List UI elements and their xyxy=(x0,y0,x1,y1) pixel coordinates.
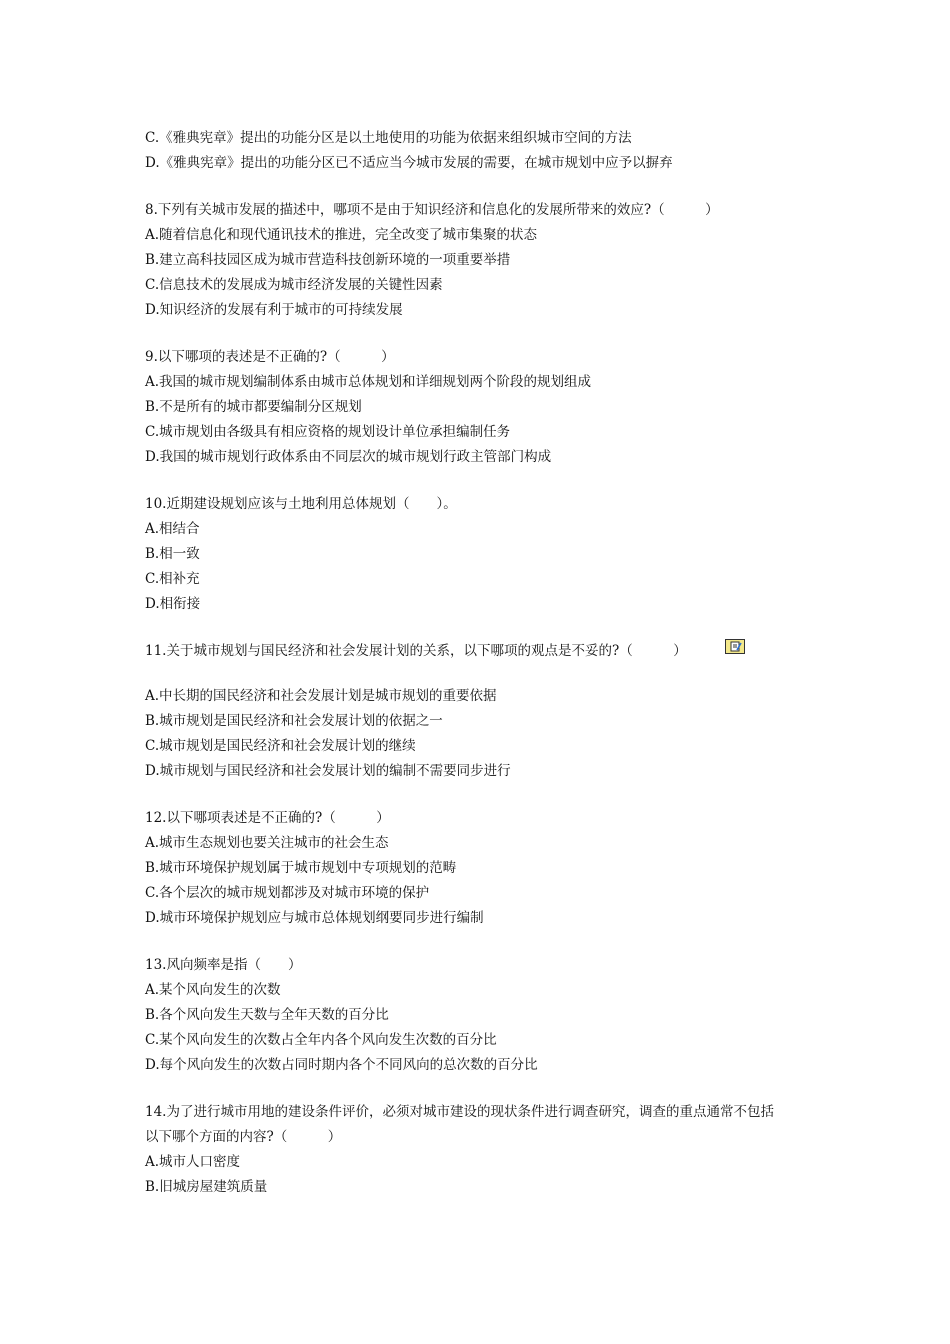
option-c: C.某个风向发生的次数占全年内各个风向发生次数的百分比 xyxy=(145,1032,497,1048)
question-stem: 13.风向频率是指（ ） xyxy=(145,957,302,973)
option-a: A.相结合 xyxy=(145,521,200,537)
option-b: B.不是所有的城市都要编制分区规划 xyxy=(145,399,362,415)
question-stem: 11.关于城市规划与国民经济和社会发展计划的关系，以下哪项的观点是不妥的?（ ） xyxy=(145,643,687,659)
option-d: D.城市环境保护规划应与城市总体规划纲要同步进行编制 xyxy=(145,910,484,926)
option-d: D.知识经济的发展有利于城市的可持续发展 xyxy=(145,302,403,318)
option-b: B.城市环境保护规划属于城市规划中专项规划的范畴 xyxy=(145,860,457,876)
question-10 xyxy=(145,492,825,617)
option-b: B.旧城房屋建筑质量 xyxy=(145,1179,268,1195)
question-stem-row xyxy=(145,639,825,664)
option-c: C.城市规划由各级具有相应资格的规划设计单位承担编制任务 xyxy=(145,424,511,440)
question-7-tail xyxy=(145,126,825,176)
option-a: A.中长期的国民经济和社会发展计划是城市规划的重要依据 xyxy=(145,688,497,704)
question-14 xyxy=(145,1100,825,1200)
option-c: C.信息技术的发展成为城市经济发展的关键性因素 xyxy=(145,277,443,293)
question-11 xyxy=(145,639,825,784)
option-a: A.某个风向发生的次数 xyxy=(145,982,281,998)
option-c: C.各个层次的城市规划都涉及对城市环境的保护 xyxy=(145,885,430,901)
edit-note-icon[interactable] xyxy=(725,639,745,654)
option-7d: D.《雅典宪章》提出的功能分区已不适应当今城市发展的需要，在城市规划中应予以摒弃 xyxy=(145,155,673,171)
option-a: A.随着信息化和现代通讯技术的推进，完全改变了城市集聚的状态 xyxy=(145,227,538,243)
option-b: B.各个风向发生天数与全年天数的百分比 xyxy=(145,1007,389,1023)
option-a: A.我国的城市规划编制体系由城市总体规划和详细规划两个阶段的规划组成 xyxy=(145,374,592,390)
question-stem: 10.近期建设规划应该与土地利用总体规划（ ）。 xyxy=(145,496,457,512)
document-page xyxy=(145,126,825,1200)
option-c: C.相补充 xyxy=(145,571,200,587)
question-stem-line1: 14.为了进行城市用地的建设条件评价，必须对城市建设的现状条件进行调查研究，调查的重点通常不包括 xyxy=(145,1104,774,1120)
question-13 xyxy=(145,953,825,1078)
option-d: D.城市规划与国民经济和社会发展计划的编制不需要同步进行 xyxy=(145,763,511,779)
question-stem: 9.以下哪项的表述是不正确的?（ ） xyxy=(145,349,395,365)
option-b: B.城市规划是国民经济和社会发展计划的依据之一 xyxy=(145,713,443,729)
question-12 xyxy=(145,806,825,931)
option-a: A.城市人口密度 xyxy=(145,1154,241,1170)
option-d: D.每个风向发生的次数占同时期内各个不同风向的总次数的百分比 xyxy=(145,1057,538,1073)
question-stem-line2: 以下哪个方面的内容?（ ） xyxy=(145,1129,342,1145)
option-d: D.我国的城市规划行政体系由不同层次的城市规划行政主管部门构成 xyxy=(145,449,552,465)
option-b: B.建立高科技园区成为城市营造科技创新环境的一项重要举措 xyxy=(145,252,511,268)
question-8 xyxy=(145,198,825,323)
option-b: B.相一致 xyxy=(145,546,200,562)
option-d: D.相衔接 xyxy=(145,596,201,612)
option-7c: C.《雅典宪章》提出的功能分区是以土地使用的功能为依据来组织城市空间的方法 xyxy=(145,130,632,146)
option-a: A.城市生态规划也要关注城市的社会生态 xyxy=(145,835,389,851)
question-stem: 8.下列有关城市发展的描述中，哪项不是由于知识经济和信息化的发展所带来的效应?（ ） xyxy=(145,202,719,218)
option-c: C.城市规划是国民经济和社会发展计划的继续 xyxy=(145,738,416,754)
question-stem: 12.以下哪项表述是不正确的?（ ） xyxy=(145,810,390,826)
question-9 xyxy=(145,345,825,470)
